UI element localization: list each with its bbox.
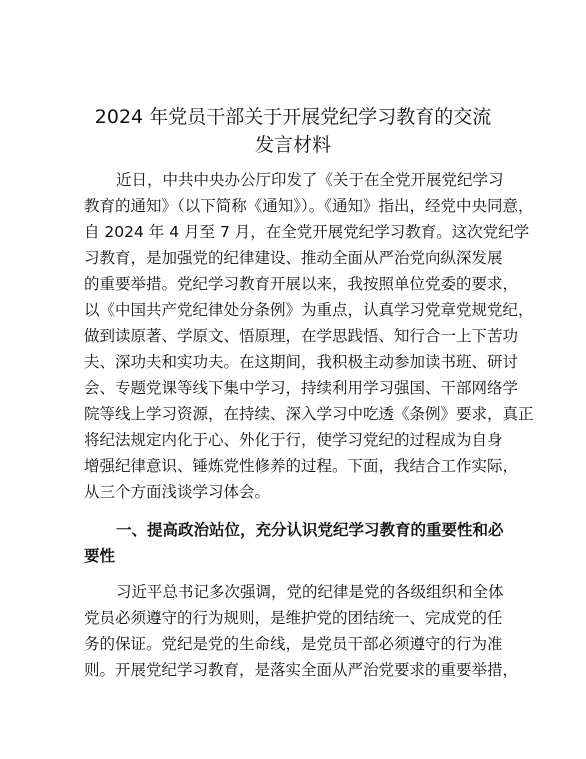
heading-line: 要性 [84,547,116,565]
heading-line: 一、提高政治站位，充分认识党纪学习教育的重要性和必 [116,521,504,539]
paragraph-line: 近日，中共中央办公厅印发了《关于在全党开展党纪学习 [116,171,504,189]
paragraph-line: 增强纪律意识、锤炼党性修养的过程。下面，我结合工作实际， [84,457,519,475]
paragraph-line: 习教育，是加强党的纪律建设、推动全面从严治党向纵深发展 [84,249,503,267]
paragraph-line: 教育的通知》（以下简称《通知》）。《通知》指出，经党中央同意， [84,197,534,215]
paragraph-line: 从三个方面浅谈学习体会。 [84,483,271,501]
paragraph-line: 会、专题党课等线下集中学习，持续利用学习强国、干部网络学 [84,379,519,397]
paragraph-line: 院等线上学习资源，在持续、深入学习中吃透《条例》要求，真正 [84,405,534,423]
paragraph-line: 夫、深功夫和实功夫。在这期间，我积极主动参加读书班、研讨 [84,353,519,371]
paragraph-line: 务的保证。党纪是党的生命线，是党员干部必须遵守的行为准 [84,635,503,653]
paragraph-line: 习近平总书记多次强调，党的纪律是党的各级组织和全体 [116,583,504,601]
paragraph-line: 做到读原著、学原文、悟原理，在学思践悟、知行合一上下苦功 [84,327,519,345]
paragraph-line: 党员必须遵守的行为规则，是维护党的团结统一、完成党的任 [84,609,503,627]
paragraph-line: 将纪法规定内化于心、外化于行，使学习党纪的过程成为自身 [84,431,503,449]
document-title-line-2: 发言材料 [254,134,331,156]
paragraph-line: 则。开展党纪学习教育，是落实全面从严治党要求的重要举措， [84,661,519,679]
paragraph-line: 以《中国共产党纪律处分条例》为重点，认真学习党章党规党纪， [84,301,534,319]
document-title-line-1: 2024 年党员干部关于开展党纪学习教育的交流 [94,106,492,128]
paragraph-line: 自 2024 年 4 月至 7 月，在全党开展党纪学习教育。这次党纪学 [84,223,530,241]
paragraph-line: 的重要举措。党纪学习教育开展以来，我按照单位党委的要求， [84,275,519,293]
